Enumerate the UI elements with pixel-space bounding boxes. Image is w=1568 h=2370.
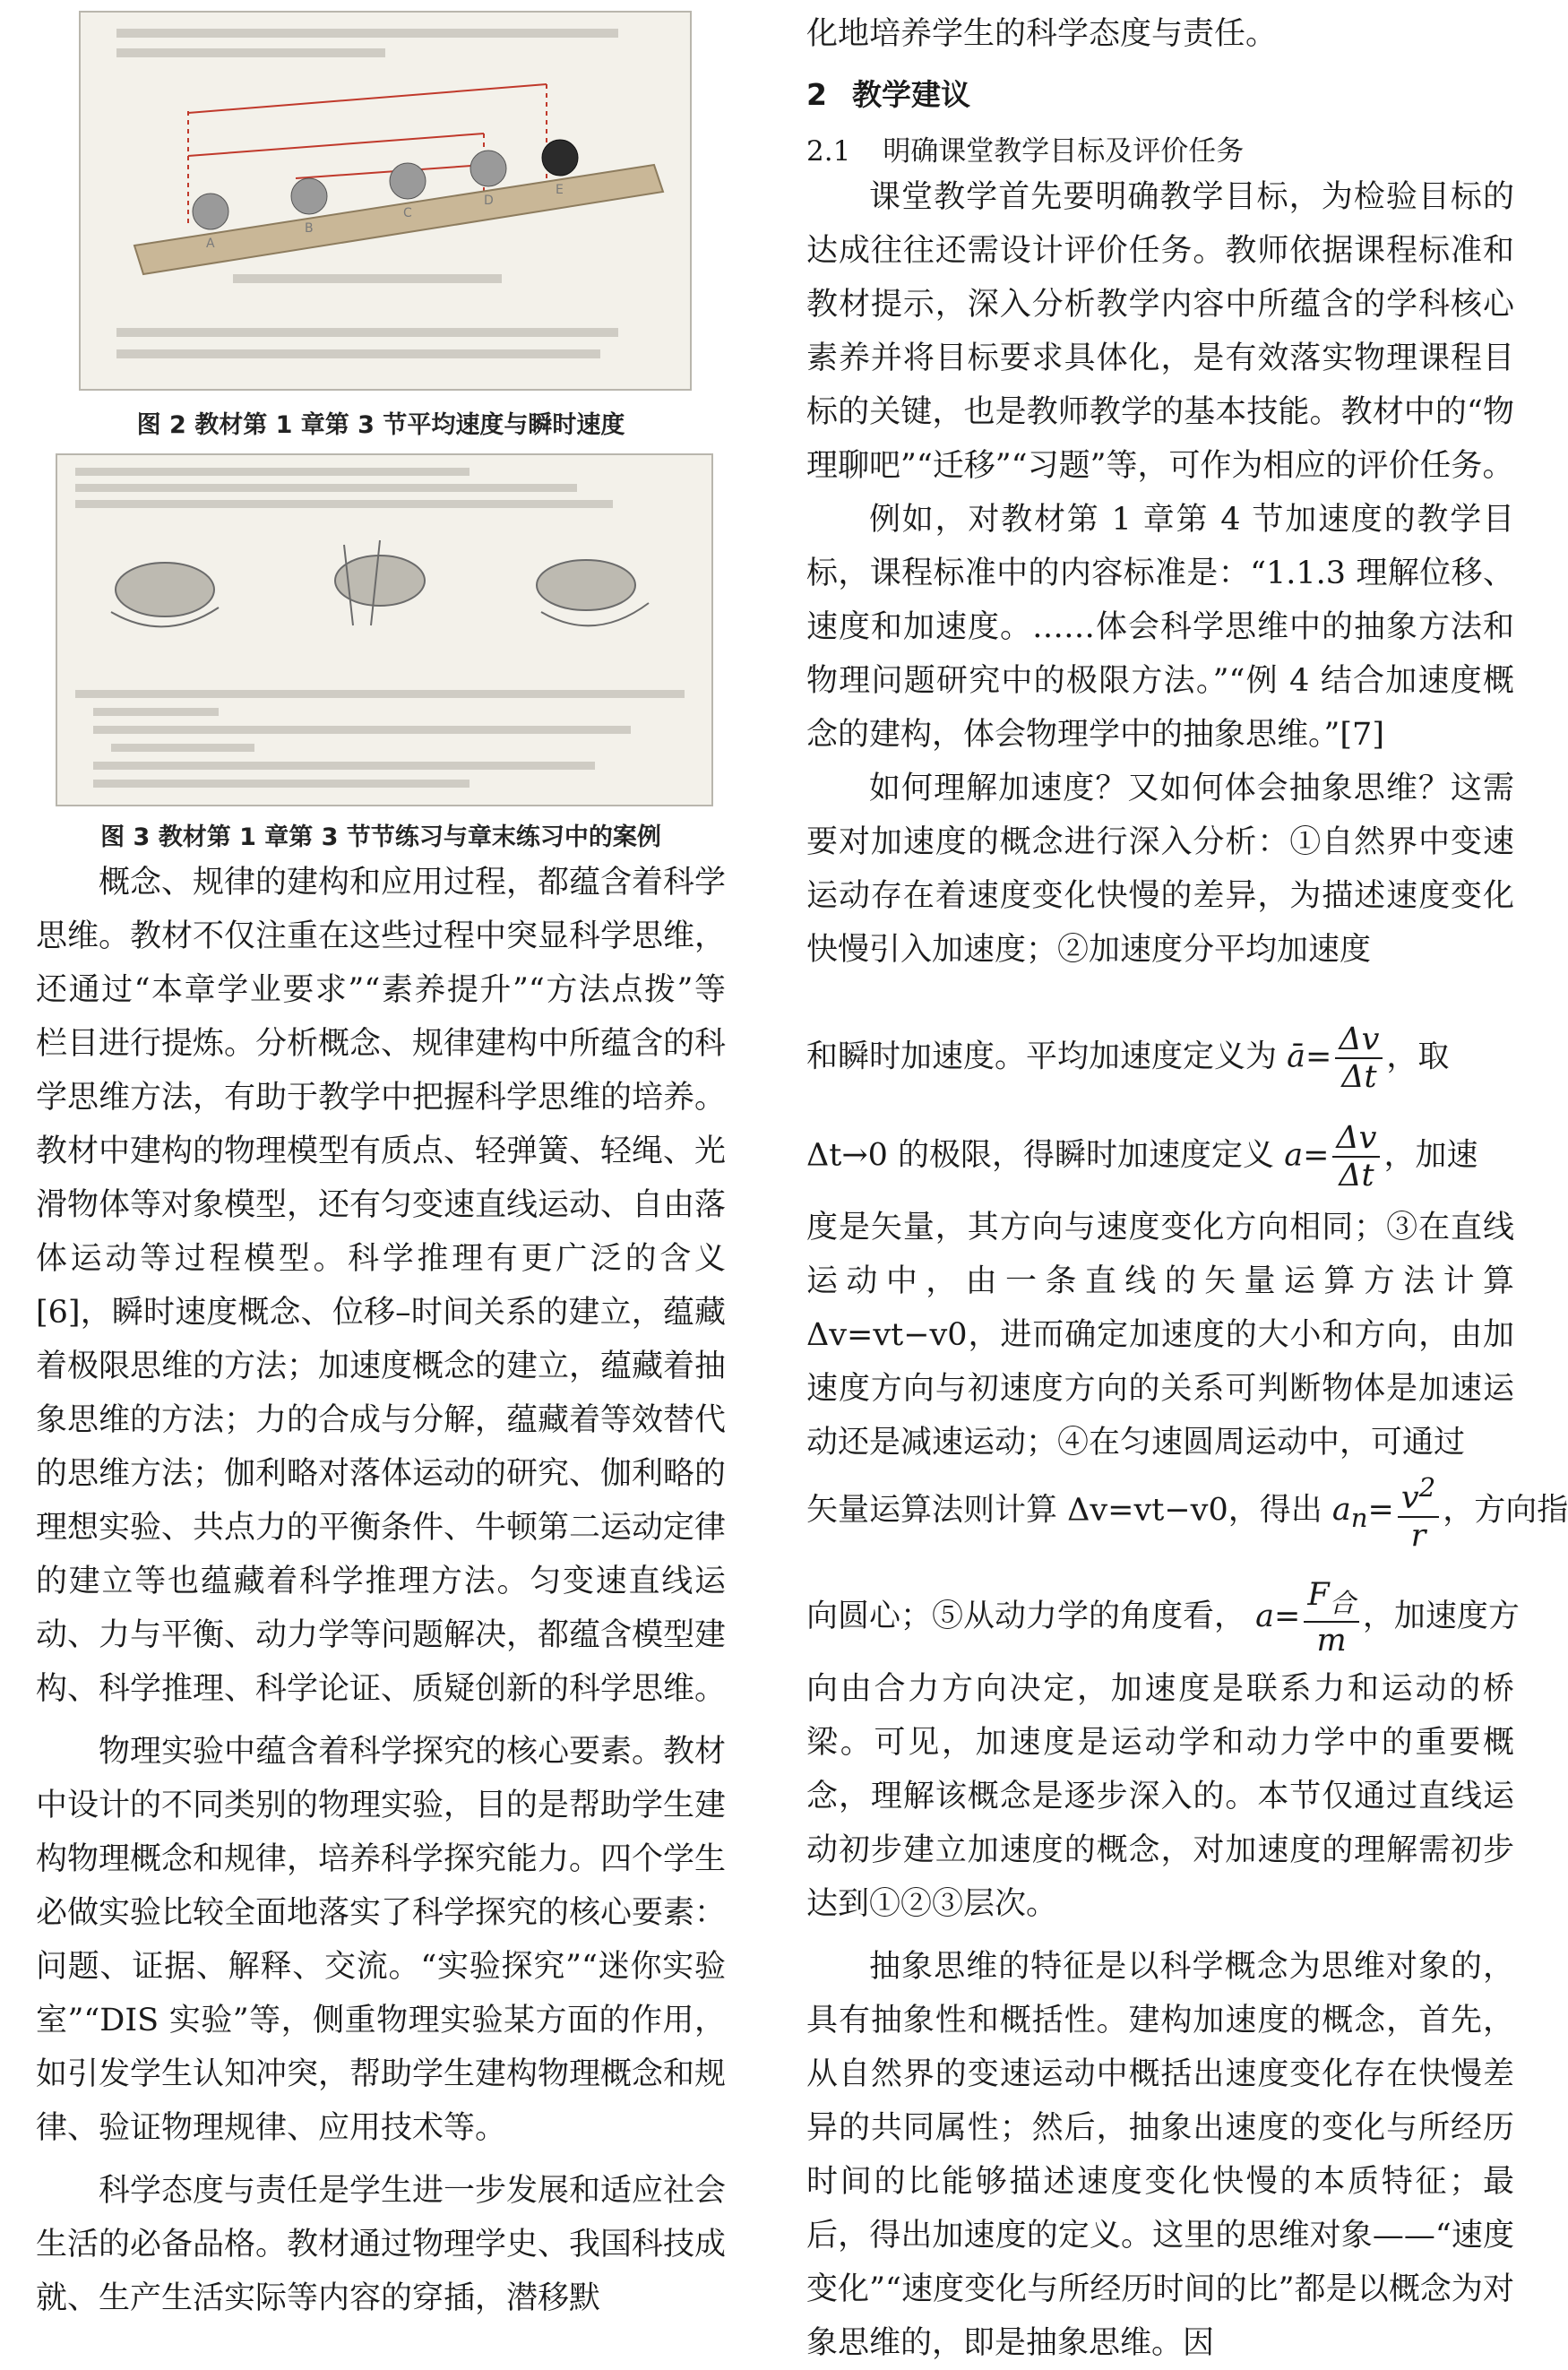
formula-line-instant-acceleration: Δt→0 的极限，得瞬时加速度定义 a= $\frac{\Delta v}{\Delta t}$ ，加速 bbox=[806, 1120, 1478, 1194]
right-body-1 bbox=[806, 170, 1514, 977]
right-body-2 bbox=[806, 1201, 1514, 1469]
paragraph: 课堂教学首先要明确教学目标，为检验目标的达成往往还需设计评价任务。教师依据课程标准和教材提示，深入分析教学内容中所蕴含的学科核心素养并将目标要求具体化，是有效落实物理课程目标的关键，也是教师教学的基本技能。教材中的“物理聊吧”“迁移”“习题”等，可作为相应的评价任务。 bbox=[806, 179, 1514, 484]
section-title: 教学建议 bbox=[851, 77, 970, 112]
subsection-number: 2.1 bbox=[806, 135, 851, 168]
paragraph: 科学态度与责任是学生进一步发展和适应社会生活的必备品格。教材通过物理学史、我国科技成就、生产生活实际等内容的穿插，潜移默 bbox=[36, 2173, 727, 2316]
subsection-heading bbox=[806, 128, 1276, 168]
left-body bbox=[36, 856, 726, 2325]
text-run: 和瞬时加速度。平均加速度定义为 bbox=[806, 1038, 1278, 1075]
point-label: A bbox=[206, 237, 215, 251]
text-run: ，加速度方 bbox=[1362, 1599, 1520, 1634]
paragraph: 例如，对教材第 1 章第 4 节加速度的教学目标，课程标准中的内容标准是：“1.1.3 理解位移、速度和加速度。……体会科学思维中的抽象方法和物理问题研究中的极限方法。”“例 4 结合加速度概念的建构，体会物理学中的抽象思维。”[7] bbox=[806, 502, 1514, 753]
text-run: ，方向指 bbox=[1443, 1492, 1568, 1529]
text-run: ，加速 bbox=[1383, 1137, 1478, 1174]
paragraph: 如何理解加速度？又如何体会抽象思维？这需要对加速度的概念进行深入分析：①自然界中变速运动存在着速度变化快慢的差异，为描述速度变化快慢引入加速度；②加速度分平均加速度 bbox=[806, 771, 1514, 968]
text-run: Δt→0 的极限，得瞬时加速度定义 bbox=[806, 1137, 1275, 1174]
continued-line bbox=[806, 7, 1514, 61]
formula-line-dynamics: 向圆心；⑤从动力学的角度看， a= $\frac{F_合}{m}$ ，加速度方 bbox=[806, 1577, 1520, 1659]
paragraph: 向由合力方向决定，加速度是联系力和运动的桥梁。可见，加速度是运动学和动力学中的重要概念，理解该概念是逐步深入的。本节仅通过直线运动初步建立加速度的概念，对加速度的理解需初步达到①②③层次。 bbox=[806, 1671, 1514, 1922]
figure-2-drawing bbox=[81, 13, 690, 389]
text-run: 矢量运算法则计算 Δv=vt−v0，得出 bbox=[806, 1492, 1322, 1529]
text-run: ，取 bbox=[1386, 1038, 1450, 1075]
point-label: D bbox=[484, 194, 494, 208]
subsection-title: 明确课堂教学目标及评价任务 bbox=[883, 135, 1245, 168]
paragraph: 化地培养学生的科学态度与责任。 bbox=[806, 16, 1278, 52]
figure-3-caption: 图 3 教材第 1 章第 3 节节练习与章末练习中的案例 bbox=[100, 823, 661, 851]
paragraph: 概念、规律的建构和应用过程，都蕴含着科学思维。教材不仅注重在这些过程中突显科学思维，还通过“本章学业要求”“素养提升”“方法点拨”等栏目进行提炼。分析概念、规律建构中所蕴含的科学思维方法，有助于教学中把握科学思维的培养。教材中建构的物理模型有质点、轻弹簧、轻绳、光滑物体等对象模型，还有匀变速直线运动、自由落体运动等过程模型。科学推理有更广泛的含义[6]，瞬时速度概念、位移–时间关系的建立，蕴藏着极限思维的方法；加速度概念的建立，蕴藏着抽象思维的方法；力的合成与分解，蕴藏着等效替代的思维方法；伽利略对落体运动的研究、伽利略的理想实验、共点力的平衡条件、牛顿第二运动定律的建立等也蕴藏着科学推理方法。匀变速直线运动、力与平衡、动力学等问题解决，都蕴含模型建构、科学推理、科学论证、质疑创新的科学思维。 bbox=[36, 865, 727, 1707]
formula-line-average-acceleration: 和瞬时加速度。平均加速度定义为 ā= $\frac{\Delta v}{\Delta t}$ ，取 bbox=[806, 1021, 1450, 1095]
paragraph: 抽象思维的特征是以科学概念为思维对象的，具有抽象性和概括性。建构加速度的概念，首先，从自然界的变速运动中概括出速度变化存在快慢差异的共同属性；然后，抽象出速度的变化与所经历时间的比能够描述速度变化快慢的本质特征；最后，得出加速度的定义。这里的思维对象——“速度变化”“速度变化与所经历时间的比”都是以概念为对象思维的，即是抽象思维。因 bbox=[806, 1949, 1514, 2361]
figure-2-caption: 图 2 教材第 1 章第 3 节平均速度与瞬时速度 bbox=[136, 411, 625, 439]
text-run: 向圆心；⑤从动力学的角度看， bbox=[806, 1599, 1246, 1634]
point-label: C bbox=[403, 206, 412, 220]
figure-2-image bbox=[79, 11, 692, 391]
section-number: 2 bbox=[806, 77, 827, 112]
point-label: E bbox=[556, 183, 564, 197]
section-heading bbox=[806, 72, 995, 114]
paragraph: 物理实验中蕴含着科学探究的核心要素。教材中设计的不同类别的物理实验，目的是帮助学生建构物理概念和规律，培养科学探究能力。四个学生必做实验比较全面地落实了科学探究的核心要素：问题、证据、解释、交流。“实验探究”“迷你实验室”“DIS 实验”等，侧重物理实验某方面的作用，如引发学生认知冲突，帮助学生建构物理概念和规律、验证物理规律、应用技术等。 bbox=[36, 1734, 727, 2146]
right-body-3 bbox=[806, 1662, 1514, 2370]
formula-line-centripetal: 矢量运算法则计算 Δv=vt−v0，得出 $a_n=$ $\frac{v^2}{r}$ ，方向指 bbox=[806, 1469, 1514, 1554]
figure-3-image bbox=[56, 453, 713, 806]
paragraph: 度是矢量，其方向与速度变化方向相同；③在直线运动中，由一条直线的矢量运算方法计算 Δv=vt−v0，进而确定加速度的大小和方向，由加速度方向与初速度方向的关系可判断物体是加速运动还是减速运动；④在匀速圆周运动中，可通过 bbox=[806, 1210, 1514, 1461]
figure-3-drawing bbox=[57, 455, 711, 805]
point-label: B bbox=[305, 221, 314, 236]
